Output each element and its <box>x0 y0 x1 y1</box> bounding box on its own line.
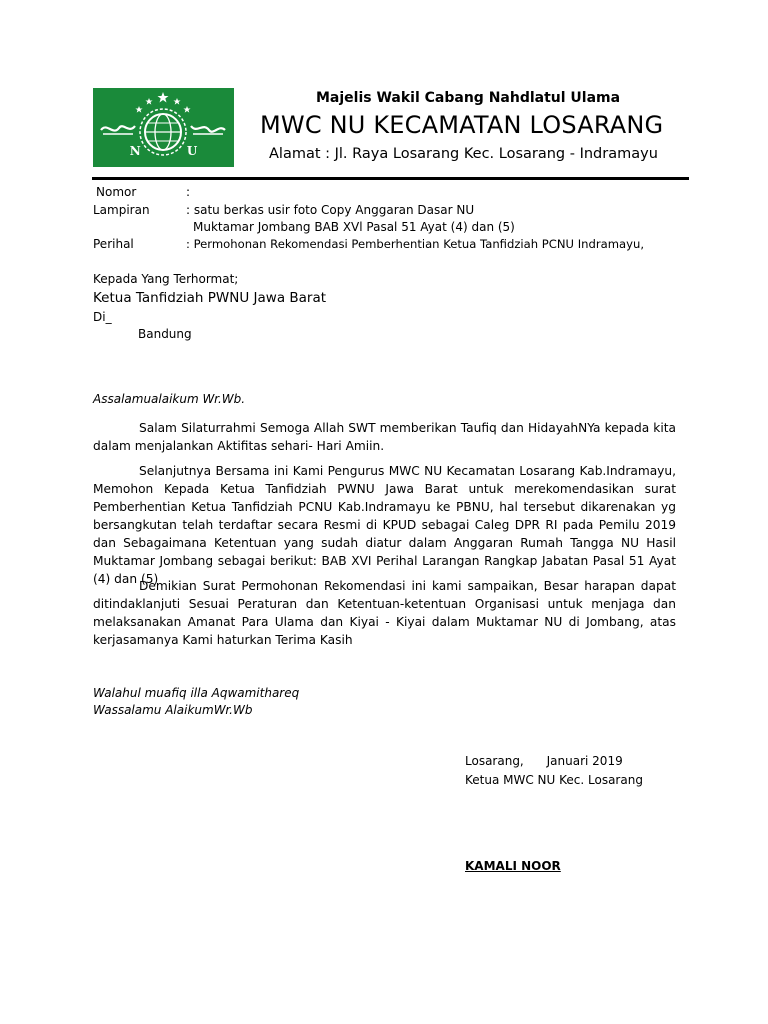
lampiran-label: Lampiran <box>93 203 150 217</box>
signatory-name: KAMALI NOOR <box>465 859 561 873</box>
paragraph-3: Demikian Surat Permohonan Rekomendasi ini kami sampaikan, Besar harapan dapat ditindaklanjuti Sesuai Peraturan dan Ketentuan-ketentuan Organisasi untuk menjaga dan melaksanakan Amanat Para Ulama dan Kiyai - Kiyai dalam Muktamar NU di Jombang, atas kerjasamanya Kami haturkan Terima Kasih <box>93 579 676 647</box>
logo-letters: N U <box>129 144 198 158</box>
paragraph-1: Salam Silaturrahmi Semoga Allah SWT memberikan Taufiq dan HidayahNYa kepada kita dalam menjalankan Aktifitas sehari- Hari Amiin. <box>93 421 676 453</box>
closing-line-1: Walahul muafiq illa Aqwamithareq <box>93 686 300 700</box>
header-divider <box>92 177 689 180</box>
recipient-name: Ketua Tanfidziah PWNU Jawa Barat <box>93 290 327 306</box>
nu-logo <box>93 88 234 167</box>
signatory-title: Ketua MWC NU Kec. Losarang <box>465 773 643 787</box>
nomor-label: Nomor <box>96 185 137 199</box>
recipient-city: Bandung <box>138 327 192 341</box>
recipient-greeting: Kepada Yang Terhormat; <box>93 272 239 286</box>
lampiran-line1: : satu berkas usir foto Copy Anggaran Dasar NU <box>186 203 475 217</box>
lampiran-line2: Muktamar Jombang BAB XVl Pasal 51 Ayat (4) dan (5) <box>193 220 515 234</box>
org-address: Alamat : Jl. Raya Losarang Kec. Losarang - Indramayu <box>269 146 658 162</box>
perihal-value: : Permohonan Rekomendasi Pemberhentian Ketua Tanfidziah PCNU Indramayu, <box>186 237 645 251</box>
paragraph-2: Selanjutnya Bersama ini Kami Pengurus MWC NU Kecamatan Losarang Kab.Indramayu, Memohon Kepada Ketua Tanfidziah PWNU Jawa Barat untuk merekomendasikan surat Pemberhentian Ketua Tanfidziah PCNU Kab.Indramayu ke PBNU, hal tersebut dikarenakan yg bersangkutan telah terdaftar secara Resmi di KPUD sebagai Caleg DPR RI pada Pemilu 2019 dan Sebagaimana Ketentuan yang sudah diatur dalam Anggaran Rumah Tangga NU Hasil Muktamar Jombang sebagai berikut: BAB XVI Perihal Larangan Rangkap Jabatan Pasal 51 Ayat (4) dan (5) <box>93 464 676 586</box>
recipient-di: Di_ <box>93 310 112 324</box>
org-name-big: MWC NU KECAMATAN LOSARANG <box>260 111 664 139</box>
place-date: Losarang, Januari 2019 <box>465 754 623 768</box>
perihal-label: Perihal <box>93 237 134 251</box>
org-name-small: Majelis Wakil Cabang Nahdlatul Ulama <box>316 90 621 106</box>
opening-salam: Assalamualaikum Wr.Wb. <box>93 392 246 406</box>
closing-line-2: Wassalamu AlaikumWr.Wb <box>93 703 253 717</box>
nomor-value: : <box>186 185 191 199</box>
